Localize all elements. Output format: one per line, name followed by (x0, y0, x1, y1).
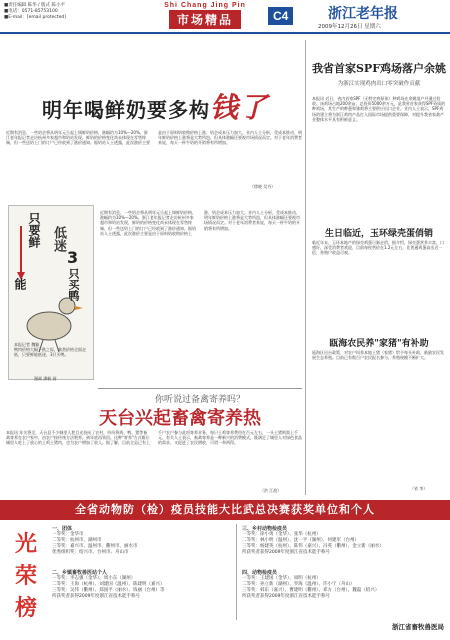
award-group-inspector (242, 570, 446, 600)
lead-body: 近期有消息，一些奶企将从明年元旦起上调鲜奶价格，涨幅约为10%—20%。浙江老年报记者走访杭州多家超市和奶站发现，鲜奶的价格变化尚未体现在零售终端，但一些送奶上门的订户已经收到了涨价通知。据奶站人士透露，此次涨价主要是由于原料奶收购价格上涨，奶企成本压力加大。业内人士分析，受成本推动，明年鲜奶价格上涨将是大势所趋，但具体涨幅还要视市场情况而定。对于老年消费者来说，每天一杯牛奶的开销将有所增加。 (6, 130, 302, 146)
honor-roll-label (8, 528, 44, 636)
right-headline: 我省首家SPF鸡场落户余姚 (311, 62, 447, 75)
awards-issuer: 浙江省畜牧兽医局 (392, 623, 444, 631)
award-item: 一等奖：徐小勇（金华）、张华（杭州） (242, 532, 321, 537)
award-item: 二等奖：杭州市、湖州市 (52, 538, 102, 543)
award-item: 二等奖：孙立新（湖州）、罗海（温州）、许小宁（舟山） (242, 582, 355, 587)
lead-headline (42, 86, 268, 126)
award-item: 二等奖：王海（杭州）、刘建国（温州）、陈建明（嘉兴） (52, 582, 165, 587)
section3-body: 瓯海区出台政策，对农户饲养本地土猪（家猪）给予每头补助，鼓励农民发展生态养殖。目前已有数百户农民报名参与，养殖规模不断扩大。 (312, 350, 444, 361)
cartoon-caption (27, 212, 41, 248)
cartoon-caption (51, 226, 65, 252)
award-item: 所获奖者获得2009年度浙江省技术能手称号 (52, 594, 140, 599)
caption-part: 只买鸭 (67, 268, 80, 301)
section-pinyin: Shi Chang Jing Pin (164, 2, 246, 9)
column-divider (305, 40, 306, 495)
lead-headline-main: 明年喝鲜奶要多构 (42, 98, 210, 122)
right-subhead: 为浙江实现鸡肉出口零突破作贡献 (337, 81, 421, 87)
feature-headline: 天台兴起畜禽寄养热 (99, 408, 261, 429)
feature-byline: （洪 江波） (260, 488, 282, 493)
credit-line: ■责任编辑 陈华 / 版式 陈小平 (4, 3, 65, 8)
credit-line: ■E-mail：[email protected] (4, 15, 66, 20)
right-byline: （省 李） (410, 486, 428, 491)
lead-body-continued: 近期有消息，一些奶企将从明年元旦起上调鲜奶价格，涨幅约为10%—20%。浙江老年报记者走访杭州多家超市和奶站发现，鲜奶的价格变化尚未体现在零售终端，但一些送奶上门的订户已经收到了涨价通知。据奶站人士透露，此次涨价主要是由于原料奶收购价格上涨，奶企成本压力加大。业内人士分析，受成本推动，明年鲜奶价格上涨将是大势所趋，但具体涨幅还要视市场情况而定。对于老年消费者来说，每天一杯牛奶的开销将有所增加。 (100, 210, 300, 236)
award-group-township (52, 570, 232, 600)
caption-number: 3 (67, 248, 79, 267)
lead-headline-accent: 钱了 (210, 91, 269, 124)
award-group-title: 三、乡村动物检疫员 (242, 526, 288, 532)
credit-line: ■电话：0571-85753100 (4, 9, 58, 14)
award-item: 一等奖：王建国（金华）、项明（杭州） (242, 576, 321, 581)
feature-kicker: 你听说过备禽寄养吗？ (154, 395, 245, 405)
cartoon-caption (13, 278, 27, 290)
award-group-title: 四、动物检疫员 (242, 570, 278, 576)
masthead (0, 0, 450, 34)
award-item: 三等奖：吴伟（衢州）、郑国平（丽水）、钱丽（台州）等 (52, 588, 165, 593)
honor-char: 光 (14, 531, 37, 557)
section-title: 市场精品 (169, 10, 241, 29)
award-item: 一等奖：金华市 (52, 532, 84, 537)
award-group-title: 一、团体 (52, 526, 73, 532)
award-item: 二等奖：林小明（温州）、沈一平（湖州）、何建军（台州） (242, 538, 359, 543)
cartoon-credit: 漫画 潘帆 画 (34, 376, 57, 381)
award-group-team (52, 526, 232, 556)
award-item: 三等奖：韩东（嘉兴）、曹建明（衢州）、邓方（台州）、魏磊（绍兴） (242, 588, 380, 593)
section-label (150, 2, 260, 29)
award-item: 优秀组织奖：绍兴市、台州市、舟山市 (52, 550, 129, 555)
section2-title: 生日临近，玉环绿壳蛋俏销 (324, 229, 433, 239)
lead-byline: （徐晓 吴丹） (250, 184, 276, 189)
honor-char: 榜 (14, 595, 37, 621)
cartoon-note: 本报记者 魏颖 鸭肉价格大幅下跌之际，禽类价格全面走低，只要鲜能低迷，3只买鸭。 (14, 342, 86, 358)
issue-date: 2009年12月26日 星期六 (318, 24, 381, 30)
section3-title: 瓯海农民养"家猪"有补助 (329, 339, 429, 349)
award-group-title: 二、乡镇畜牧兽医站个人 (52, 570, 108, 576)
column-divider (236, 524, 237, 620)
right-body: 本报讯 近日，省内首家SPF（无特定病原体）种鸡场在余姚落户并通过验收。该鸡场占地200余亩，总投资5000余万元，是我省首家获得SPF资质的种鸡场，其生产的种蛋和雏鸡将主要供应出口企业。业内人士表示，SPF鸡场的建立将为浙江鸡肉产品打入国际市场提供重要保障，对提升我省家禽产业整体水平具有积极意义。 (312, 96, 446, 122)
caption-part: 低迷 (51, 226, 66, 252)
award-item: 一等奖：李志强（金华）、周小东（湖州） (52, 576, 136, 581)
feature-body: 本报讯 年关将至，天台县不少城里人把目光投向了农村，纷纷将鸡、鸭、猪等畜禽寄养在农户家中，由农户按传统方法喂养，到年底再领回。这种"寄养"方式既让城里人吃上了放心的土鸡土猪肉，也为农户增加了收入。据了解，目前全县已有上千户农户参与此项寄养业务，每只土鸡寄养费用在百元左右，一头土猪则需上千元。有关人士表示，畜禽寄养是一种新兴的消费模式，既满足了城里人对绿色食品的需求，又促进了农民增收，可谓一举两得。 (6, 430, 302, 446)
right-story-head (308, 60, 450, 87)
caption-part: 能 (13, 278, 27, 290)
award-item: 所获奖者获得2009年度浙江省技术能手称号 (242, 594, 330, 599)
awards-banner: 全省动物防（检）疫员技能大比武总决赛获奖单位和个人 (0, 500, 450, 520)
award-item: 三等奖：嘉兴市、温州市、衢州市、丽水市 (52, 544, 138, 549)
honor-char: 荣 (14, 563, 37, 589)
paper-name: 浙江老年报 (328, 6, 398, 22)
editor-credits (4, 3, 124, 21)
cartoon-caption (67, 268, 80, 301)
divider-line (98, 388, 302, 389)
caption-part: 只要鲜 (27, 212, 41, 248)
award-group-village (242, 526, 446, 556)
section2-body: 临近年末，玉环本地产的绿壳鸡蛋日渐走俏。据介绍，绿壳蛋营养丰富，口感好，深受消费者欢迎，目前每枚售价在1.2元左右，比普通鸡蛋高出近一倍，养殖户收益可观。 (312, 240, 444, 256)
page-code: C4 (268, 7, 293, 25)
award-item: 所获奖者获得2009年度浙江省技术能手称号 (242, 550, 330, 555)
award-item: 三等奖：杨建英（杭州）、陈伟（嘉兴）、冯英（衢州）、金立新（丽水） (242, 544, 384, 549)
